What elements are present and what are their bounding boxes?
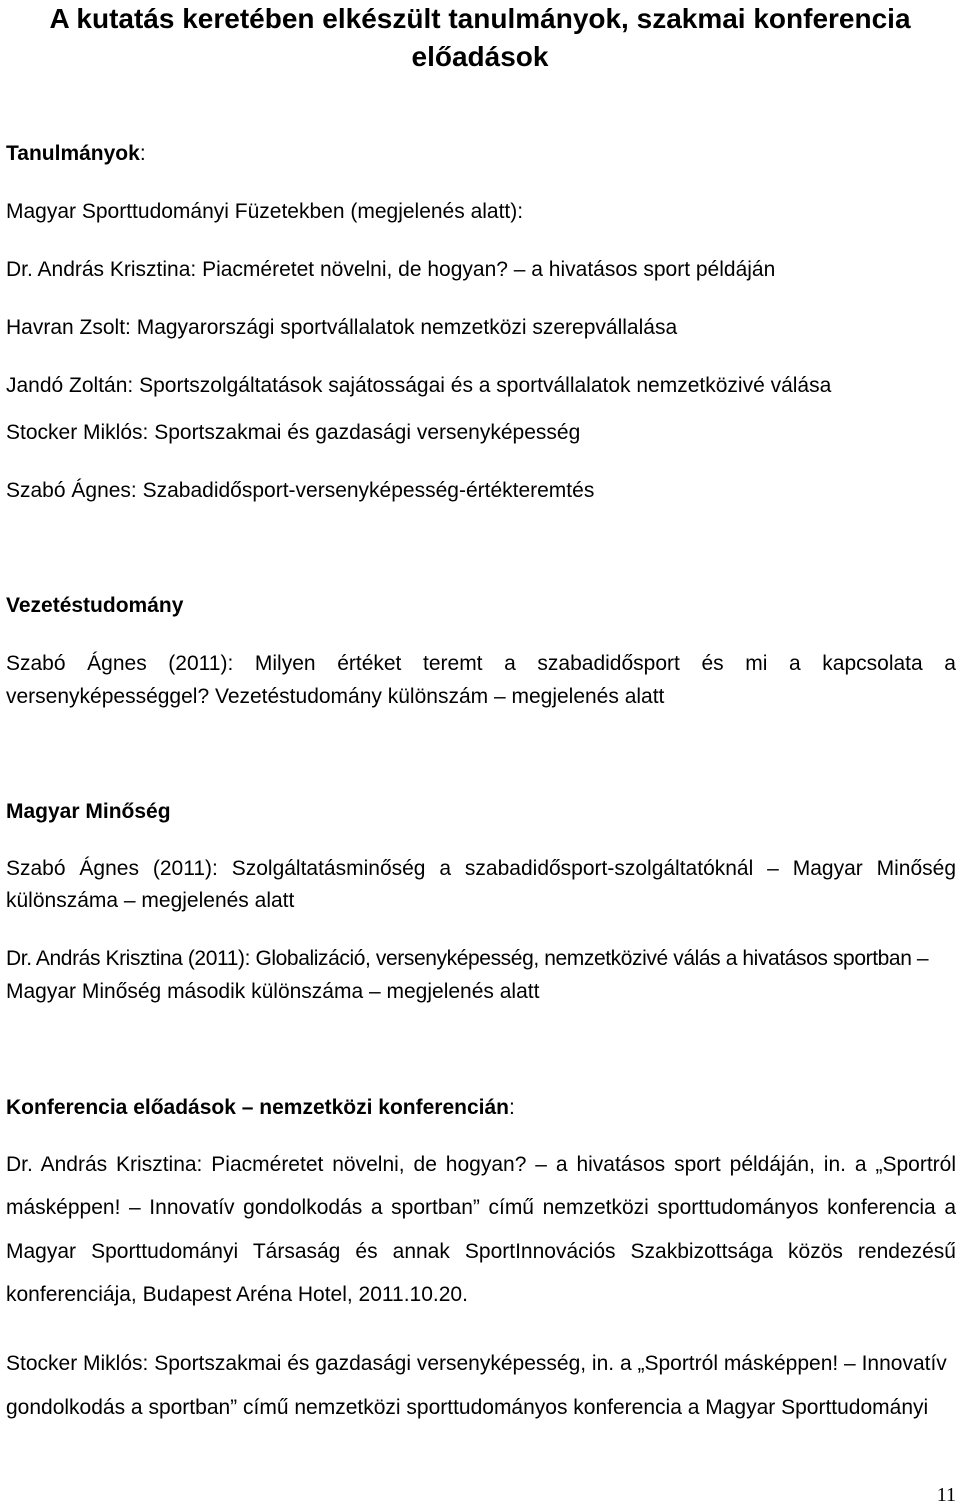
- study-item: Jandó Zoltán: Sportszolgáltatások sajátosságai és a sportvállalatok nemzetközivé válása: [6, 374, 832, 397]
- magyar-minoseg-entry-line: Magyar Minőség második különszáma – megjelenés alatt: [6, 980, 540, 1003]
- konferencia-heading-text: Konferencia előadások – nemzetközi konferencián: [6, 1096, 509, 1119]
- magyar-minoseg-entry-line: Dr. András Krisztina (2011): Globalizáció, versenyképesség, nemzetközivé válás a hivatásos sportban –: [6, 947, 929, 970]
- vezetestudomany-entry-line: versenyképességgel? Vezetéstudomány különszám – megjelenés alatt: [6, 685, 665, 708]
- study-item: Szabó Ágnes: Szabadidősport-versenyképesség-értékteremtés: [6, 479, 595, 502]
- page-title: A kutatás keretében elkészült tanulmányok, szakmai konferencia előadások: [49, 3, 911, 72]
- konferencia-entry-line: konferenciája, Budapest Aréna Hotel, 2011.10.20.: [6, 1283, 468, 1306]
- vezetestudomany-entry-line: Szabó Ágnes (2011): Milyen értéket teremt a szabadidősport és mi a kapcsolata a: [6, 652, 956, 675]
- magyar-minoseg-heading: Magyar Minőség: [6, 800, 171, 823]
- konferencia-entry-line: gondolkodás a sportban” című nemzetközi sporttudományos konferencia a Magyar Sporttudományi: [6, 1396, 929, 1419]
- studies-heading: [6, 139, 146, 169]
- studies-intro: Magyar Sporttudományi Füzetekben (megjelenés alatt):: [6, 200, 524, 223]
- vezetestudomany-heading: Vezetéstudomány: [6, 594, 184, 617]
- konferencia-entry-line: másképpen! – Innovatív gondolkodás a sportban” című nemzetközi sporttudományos konferencia a: [6, 1196, 956, 1219]
- study-item: Stocker Miklós: Sportszakmai és gazdasági versenyképesség: [6, 421, 581, 444]
- konferencia-entry-line: Dr. András Krisztina: Piacméretet növelni, de hogyan? – a hivatásos sport példáján, in. a „Sportról: [6, 1153, 956, 1176]
- konferencia-entry-line: Stocker Miklós: Sportszakmai és gazdasági versenyképesség, in. a „Sportról másképpen! – Innovatív: [6, 1352, 947, 1375]
- konferencia-entry-line: Magyar Sporttudományi Társaság és annak SportInnovációs Szakbizottsága közös rendezésű: [6, 1240, 956, 1263]
- magyar-minoseg-entry-line: különszáma – megjelenés alatt: [6, 889, 295, 912]
- magyar-minoseg-entry-line: Szabó Ágnes (2011): Szolgáltatásminőség a szabadidősport-szolgáltatóknál – Magyar Minőség: [6, 857, 956, 880]
- konferencia-heading-suffix: :: [509, 1096, 515, 1119]
- study-item: Dr. András Krisztina: Piacméretet növelni, de hogyan? – a hivatásos sport példáján: [6, 258, 776, 281]
- study-item: Havran Zsolt: Magyarországi sportvállalatok nemzetközi szerepvállalása: [6, 316, 678, 339]
- page-number: 11: [936, 1484, 956, 1506]
- konferencia-heading: [6, 1093, 515, 1123]
- studies-heading-text: Tanulmányok: [6, 142, 140, 165]
- studies-heading-suffix: :: [139, 142, 146, 165]
